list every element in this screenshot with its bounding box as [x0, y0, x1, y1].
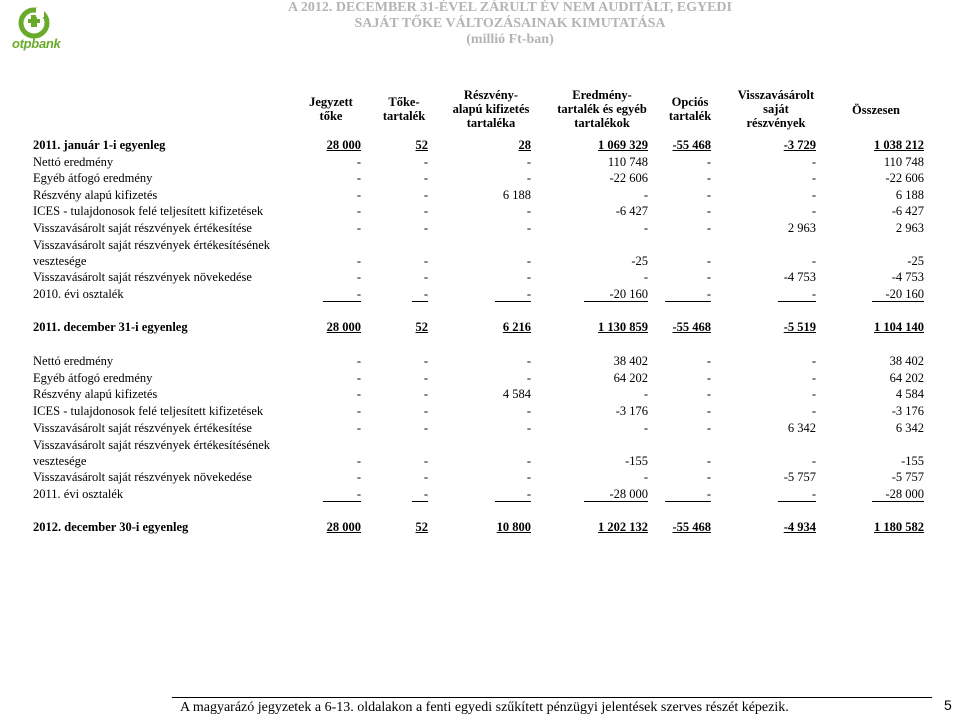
row-label: 2010. évi osztalék — [33, 287, 124, 301]
row-value: - — [323, 286, 361, 303]
row-label: 2011. december 31-i egyenleg — [33, 320, 188, 334]
table-row — [0, 137, 960, 154]
row-value: 1 202 132 — [598, 520, 648, 534]
brand-name: otpbank — [12, 36, 61, 51]
row-value: - — [778, 286, 816, 303]
row-value: -4 934 — [783, 520, 816, 534]
row-label: 2011. január 1-i egyenleg — [33, 138, 166, 152]
row-value: 28 — [518, 138, 531, 152]
row-value: - — [706, 387, 711, 401]
row-value: - — [811, 387, 816, 401]
row-value: -25 — [631, 254, 648, 268]
row-label: Visszavásárolt saját részvények értékesítésének — [33, 238, 270, 252]
row-value: -6 427 — [615, 204, 648, 218]
title-line-3: (millió Ft-ban) — [466, 32, 554, 47]
table-row — [0, 453, 960, 470]
row-value: 64 202 — [613, 371, 648, 385]
row-value: - — [526, 155, 531, 169]
row-value: - — [412, 286, 428, 303]
row-label: Egyéb átfogó eredmény — [33, 371, 153, 385]
row-value: - — [811, 155, 816, 169]
row-value: 38 402 — [613, 354, 648, 368]
table-row — [0, 220, 960, 237]
table-row — [0, 237, 960, 254]
col-header-reszveny-alapu: Részvény- alapú kifizetés tartaléka — [452, 88, 530, 130]
row-value: 6 188 — [895, 188, 924, 202]
table-row — [0, 437, 960, 454]
row-value: 1 180 582 — [874, 520, 924, 534]
row-value: - — [811, 171, 816, 185]
row-value: - — [423, 421, 428, 435]
col-header-opcios-tartalek: Opciós tartalék — [668, 95, 712, 123]
row-value: - — [356, 254, 361, 268]
row-value: - — [495, 286, 531, 303]
row-value: 10 800 — [496, 520, 531, 534]
row-value: - — [423, 470, 428, 484]
row-label: 2011. évi osztalék — [33, 487, 124, 501]
row-value: - — [706, 221, 711, 235]
row-value: - — [706, 171, 711, 185]
row-value: -28 000 — [584, 486, 648, 503]
row-value: 6 342 — [787, 421, 816, 435]
row-value: 4 584 — [895, 387, 924, 401]
row-value: - — [423, 354, 428, 368]
table-row — [0, 486, 960, 503]
row-value: 4 584 — [502, 387, 531, 401]
row-value: - — [356, 454, 361, 468]
row-value: 28 000 — [326, 138, 361, 152]
row-value: - — [811, 404, 816, 418]
row-value: - — [643, 188, 648, 202]
footer-note: A magyarázó jegyzetek a 6-13. oldalakon a fenti egyedi szűkített pénzügyi jelentések szerves részét képezik. — [180, 700, 789, 715]
col-header-jegyzett-toke: Jegyzett tőke — [309, 95, 353, 123]
row-value: - — [526, 270, 531, 284]
row-value: - — [706, 354, 711, 368]
row-value: -5 757 — [891, 470, 924, 484]
row-value: - — [423, 171, 428, 185]
row-label: ICES - tulajdonosok felé teljesített kifizetések — [33, 404, 264, 418]
row-value: - — [811, 188, 816, 202]
row-value: - — [643, 270, 648, 284]
row-value: - — [526, 404, 531, 418]
row-value: - — [356, 421, 361, 435]
row-value: - — [423, 204, 428, 218]
table-row — [0, 403, 960, 420]
row-value: - — [706, 404, 711, 418]
row-value: 52 — [415, 320, 428, 334]
table-row — [0, 386, 960, 403]
row-label: ICES - tulajdonosok felé teljesített kifizetések — [33, 204, 264, 218]
row-value: - — [423, 270, 428, 284]
row-value: - — [356, 171, 361, 185]
row-value: - — [706, 188, 711, 202]
row-value: - — [706, 454, 711, 468]
row-label: vesztesége — [33, 254, 87, 268]
row-value: 110 748 — [607, 155, 648, 169]
row-value: 28 000 — [326, 320, 361, 334]
row-value: 1 069 329 — [598, 138, 648, 152]
row-value: - — [356, 371, 361, 385]
page-number: 5 — [944, 697, 952, 713]
row-value: -25 — [907, 254, 924, 268]
row-value: - — [526, 221, 531, 235]
row-value: - — [778, 486, 816, 503]
col-header-osszesen: Összesen — [852, 103, 900, 117]
row-value: - — [643, 387, 648, 401]
row-value: -3 176 — [891, 404, 924, 418]
row-value: - — [356, 404, 361, 418]
row-value: - — [643, 221, 648, 235]
row-value: -155 — [625, 454, 648, 468]
row-value: - — [706, 470, 711, 484]
row-value: -22 606 — [609, 171, 648, 185]
row-value: -3 176 — [615, 404, 648, 418]
table-row — [0, 519, 960, 536]
row-value: - — [526, 204, 531, 218]
row-value: - — [811, 354, 816, 368]
table-row — [0, 420, 960, 437]
row-value: -20 160 — [872, 286, 924, 303]
row-value: - — [356, 188, 361, 202]
row-label: Részvény alapú kifizetés — [33, 188, 158, 202]
row-value: 6 342 — [895, 421, 924, 435]
row-value: - — [423, 404, 428, 418]
row-value: - — [356, 354, 361, 368]
table-row — [0, 319, 960, 336]
row-value: - — [811, 371, 816, 385]
row-value: - — [706, 155, 711, 169]
row-value: - — [526, 371, 531, 385]
table-row — [0, 286, 960, 303]
row-label: Egyéb átfogó eredmény — [33, 171, 153, 185]
row-value: - — [811, 204, 816, 218]
row-value: - — [423, 387, 428, 401]
row-label: Visszavásárolt saját részvények növekedése — [33, 270, 252, 284]
row-label: Visszavásárolt saját részvények értékesítése — [33, 421, 252, 435]
row-value: - — [526, 171, 531, 185]
row-value: -5 519 — [783, 320, 816, 334]
col-header-toketartalek: Tőke- tartalék — [382, 95, 426, 123]
row-value: -6 427 — [891, 204, 924, 218]
row-value: 52 — [415, 138, 428, 152]
row-value: - — [356, 155, 361, 169]
table-row — [0, 370, 960, 387]
row-value: -155 — [901, 454, 924, 468]
row-value: 52 — [415, 520, 428, 534]
row-value: 1 104 140 — [874, 320, 924, 334]
row-value: - — [665, 286, 711, 303]
row-value: - — [423, 454, 428, 468]
row-value: -55 468 — [672, 138, 711, 152]
row-value: 2 963 — [895, 221, 924, 235]
table-row — [0, 269, 960, 286]
table-row — [0, 353, 960, 370]
row-value: - — [643, 470, 648, 484]
row-value: - — [811, 454, 816, 468]
row-value: - — [356, 270, 361, 284]
table-row — [0, 253, 960, 270]
row-label: 2012. december 30-i egyenleg — [33, 520, 189, 534]
row-value: 38 402 — [889, 354, 924, 368]
row-value: 110 748 — [883, 155, 924, 169]
table-row — [0, 203, 960, 220]
row-value: - — [706, 421, 711, 435]
row-value: -5 757 — [783, 470, 816, 484]
row-value: - — [356, 387, 361, 401]
row-label: Visszavásárolt saját részvények növekedése — [33, 470, 252, 484]
table-row — [0, 170, 960, 187]
row-value: - — [356, 204, 361, 218]
footer-divider — [172, 697, 932, 698]
row-value: 6 216 — [502, 320, 531, 334]
row-value: - — [356, 221, 361, 235]
row-value: - — [423, 371, 428, 385]
row-value: -4 753 — [783, 270, 816, 284]
row-value: - — [526, 454, 531, 468]
row-value: - — [526, 254, 531, 268]
row-value: - — [423, 155, 428, 169]
row-value: - — [412, 486, 428, 503]
row-label: Visszavásárolt saját részvények értékesítése — [33, 221, 252, 235]
table-row — [0, 187, 960, 204]
row-value: - — [706, 254, 711, 268]
row-value: - — [423, 188, 428, 202]
row-value: -3 729 — [783, 138, 816, 152]
row-value: - — [811, 254, 816, 268]
row-value: - — [423, 221, 428, 235]
row-value: - — [526, 354, 531, 368]
row-value: - — [706, 270, 711, 284]
page-title — [280, 0, 740, 48]
row-value: 1 038 212 — [874, 138, 924, 152]
row-value: - — [526, 421, 531, 435]
row-value: -28 000 — [872, 486, 924, 503]
row-value: 28 000 — [326, 520, 361, 534]
row-value: -55 468 — [672, 320, 711, 334]
row-value: - — [706, 204, 711, 218]
row-value: - — [423, 254, 428, 268]
row-value: - — [643, 421, 648, 435]
row-value: 64 202 — [889, 371, 924, 385]
col-header-eredmenytartalek: Eredmény- tartalék és egyéb tartalékok — [557, 88, 647, 130]
row-label: Nettó eredmény — [33, 155, 114, 169]
row-value: - — [526, 470, 531, 484]
col-header-visszavasarolt: Visszavásárolt saját részvények — [737, 88, 815, 130]
title-line-1: A 2012. DECEMBER 31-ÉVEL ZÁRULT ÉV NEM AUDITÁLT, EGYEDI — [288, 0, 732, 15]
row-value: -4 753 — [891, 270, 924, 284]
row-value: - — [323, 486, 361, 503]
row-value: 6 188 — [502, 188, 531, 202]
row-value: - — [495, 486, 531, 503]
row-value: -20 160 — [584, 286, 648, 303]
row-label: vesztesége — [33, 454, 87, 468]
row-label: Részvény alapú kifizetés — [33, 387, 158, 401]
row-value: -22 606 — [885, 171, 924, 185]
row-label: Visszavásárolt saját részvények értékesítésének — [33, 438, 270, 452]
row-value: -55 468 — [672, 520, 711, 534]
table-row — [0, 469, 960, 486]
row-value: 2 963 — [787, 221, 816, 235]
row-value: 1 130 859 — [598, 320, 648, 334]
row-value: - — [665, 486, 711, 503]
row-label: Nettó eredmény — [33, 354, 114, 368]
row-value: - — [706, 371, 711, 385]
title-line-2: SAJÁT TŐKE VÁLTOZÁSAINAK KIMUTATÁSA — [354, 16, 666, 31]
row-value: - — [356, 470, 361, 484]
table-row — [0, 154, 960, 171]
